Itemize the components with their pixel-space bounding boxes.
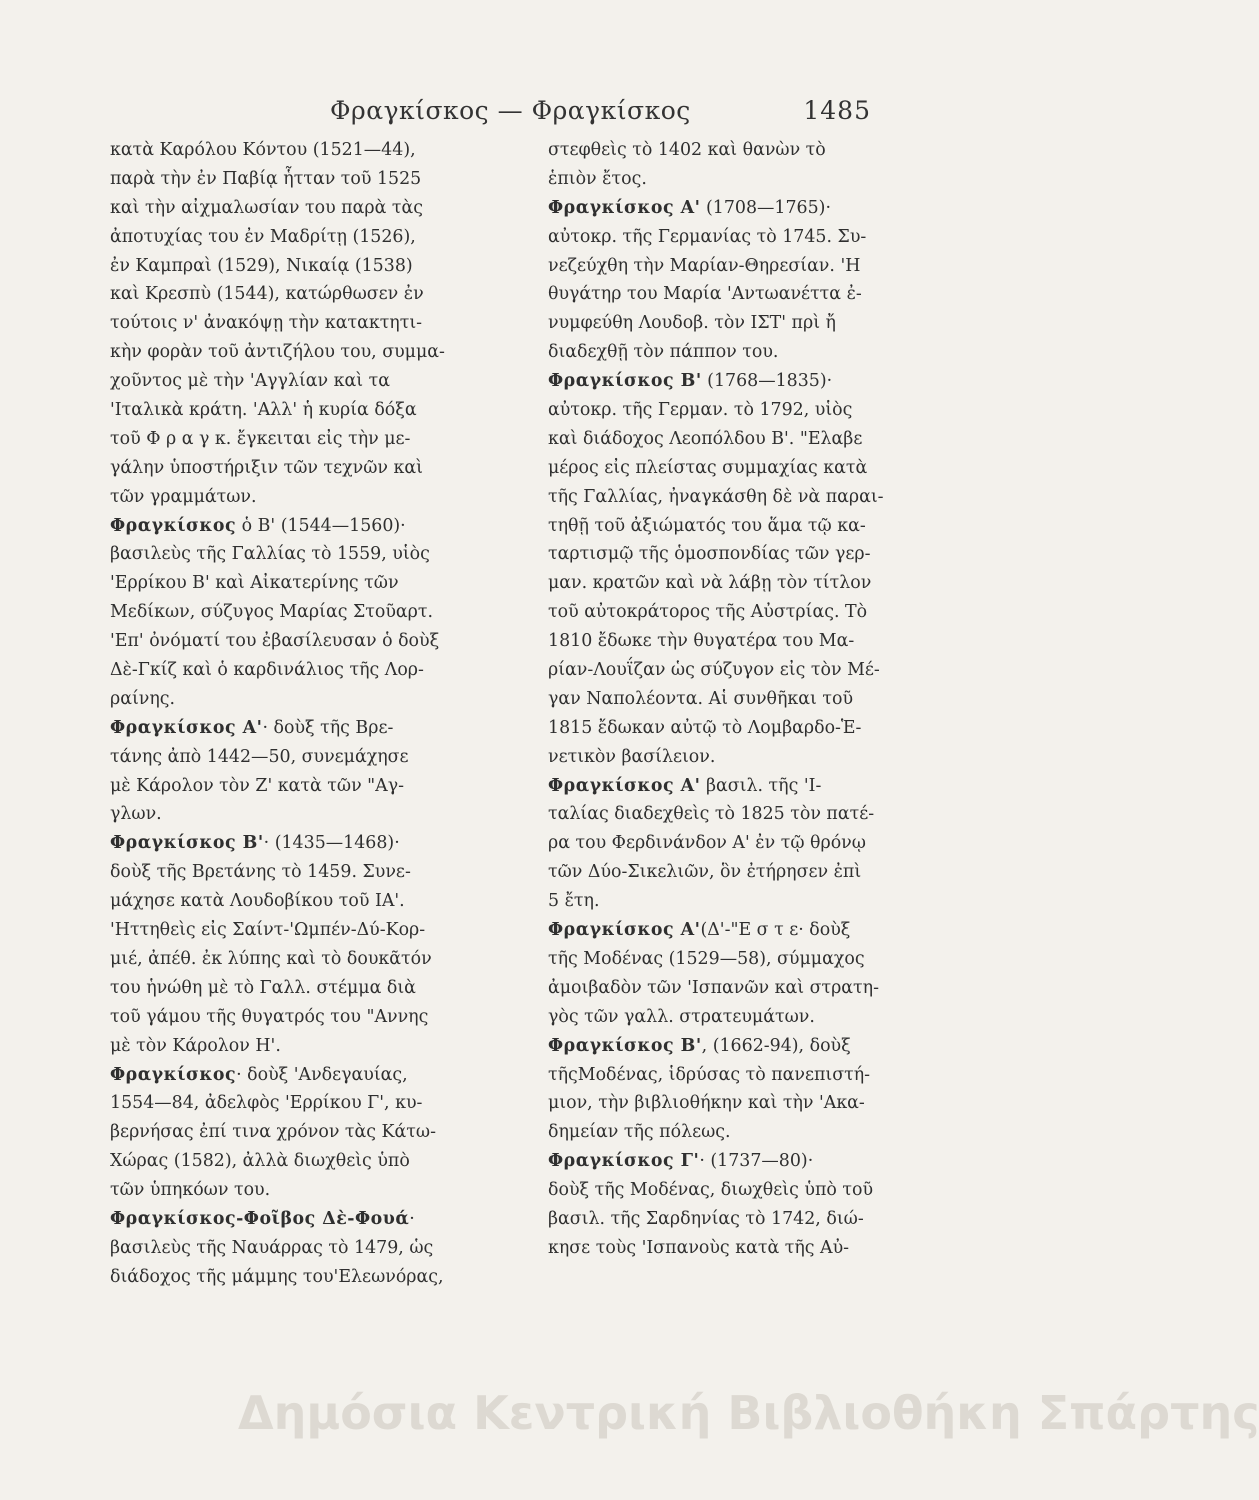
text-line: διαδεχθῇ τὸν πάππον του. [548,342,779,363]
text-line: 5 ἔτη. [548,891,600,912]
text-line: τοῦ γάμου τῆς θυγατρός του "Αννης [110,1006,429,1027]
text-line: ταρτισμῷ τῆς ὁμοσπονδίας τῶν γερ- [548,544,871,565]
text-line: καὶ διάδοχος Λεοπόλδου Β'. "Ελαβε [548,428,863,449]
text-line: ραίνης. [110,688,176,709]
text-line: νυμφεύθη Λουδοβ. τὸν ΙΣΤ' πρὶ ἤ [548,313,836,334]
text-line: μιον, τὴν βιβλιοθήκην καὶ τὴν 'Ακα- [548,1093,865,1114]
text-line: μαν. κρατῶν καὶ νὰ λάβῃ τὸν τίτλον [548,573,872,594]
text-line: χοῦντος μὲ τὴν 'Αγγλίαν καὶ τα [110,371,390,392]
text-line: δημείαν τῆς πόλεως. [548,1122,731,1143]
text-line: τοῦ αὐτοκράτορος τῆς Αὐστρίας. Τὸ [548,602,868,623]
text-line: ρα του Φερδινάνδον Α' ἐν τῷ θρόνῳ [548,833,866,854]
text-line: αὐτοκρ. τῆς Γερμαν. τὸ 1792, υἱὸς [548,400,853,421]
text-line: Χώρας (1582), ἀλλὰ διωχθεὶς ὑπὸ [110,1151,410,1172]
text-line: γλων. [110,804,162,825]
text-line: μὲ τὸν Κάρολον Η'. [110,1035,281,1056]
left-column [110,136,520,1292]
text-line: τοῦ Φ ρ α γ κ. ἔγκειται εἰς τὴν με- [110,428,411,449]
text-line: τούτοις ν' ἀνακόψῃ τὴν κατακτητι- [110,313,423,334]
text-line: μέρος εἰς πλείστας συμμαχίας κατὰ [548,457,868,478]
text-line: μὲ Κάρολον τὸν Ζ' κατὰ τῶν "Αγ- [110,775,405,796]
text-line: αὐτοκρ. τῆς Γερμανίας τὸ 1745. Συ- [548,226,867,247]
text-line: δοὺξ τῆς Μοδένας, διωχθεὶς ὑπὸ τοῦ [548,1180,874,1201]
text-line: στεφθεὶς τὸ 1402 καὶ θανὼν τὸ [548,140,826,160]
text-line: ἀποτυχίας του ἐν Μαδρίτῃ (1526), [110,226,416,247]
text-line: Φραγκίσκος Α' βασιλ. τῆς 'Ι- [548,775,822,796]
text-line: 1815 ἔδωκαν αὐτῷ τὸ Λομβαρδο-Ἑ- [548,717,862,738]
text-line: 1810 ἔδωκε τὴν θυγατέρα του Μα- [548,631,855,652]
text-line: νετικὸν βασίλειον. [548,746,716,767]
text-line: 'Ηττηθεὶς εἰς Σαίντ-'Ωμπέν-Δύ-Κορ- [110,920,426,941]
text-line: Φραγκίσκος Β'· (1435—1468)· [110,833,400,854]
text-line: 1554—84, ἀδελφὸς 'Ερρίκου Γ', κυ- [110,1093,423,1114]
text-line: τῶν γραμμάτων. [110,486,257,507]
text-line: καὶ Κρεσπὺ (1544), κατώρθωσεν ἐν [110,284,424,305]
text-line: ἀμοιβαδὸν τῶν 'Ισπανῶν καὶ στρατη- [548,977,879,998]
text-line: βασιλεὺς τῆς Ναυάρρας τὸ 1479, ὡς [110,1237,434,1258]
text-line: Φραγκίσκος Β' (1768—1835)· [548,371,833,392]
text-line: τηθῇ τοῦ ἀξιώματός του ἅμα τῷ κα- [548,515,866,536]
text-line: κησε τοὺς 'Ισπανοὺς κατὰ τῆς Αὐ- [548,1237,850,1258]
text-line: του ἡνώθη μὲ τὸ Γαλλ. στέμμα διὰ [110,977,416,998]
text-line: διάδοχος τῆς μάμμης του'Ελεωνόρας, [110,1266,444,1287]
library-watermark: Δημόσια Κεντρική Βιβλιοθήκη Σπάρτης [238,1386,1259,1440]
text-line: μάχησε κατὰ Λουδοβίκου τοῦ ΙΑ'. [110,891,405,912]
text-line: βερνήσας ἐπί τινα χρόνον τὰς Κάτω- [110,1122,436,1143]
text-line: 'Ερρίκου Β' καὶ Αἰκατερίνης τῶν [110,573,399,594]
text-line: τάνης ἀπὸ 1442—50, συνεμάχησε [110,746,409,767]
text-line: Φραγκίσκος Α'· δοὺξ τῆς Βρε- [110,717,394,738]
text-line: κὴν φορὰν τοῦ ἀντιζήλου του, συμμα- [110,342,445,363]
text-line: καὶ τὴν αἰχμαλωσίαν του παρὰ τὰς [110,197,423,218]
text-line: γαν Ναπολέοντα. Αἱ συνθῆκαι τοῦ [548,688,854,709]
text-line: Μεδίκων, σύζυγος Μαρίας Στοῦαρτ. [110,602,434,623]
text-line: γάλην ὑποστήριξιν τῶν τεχνῶν καὶ [110,457,423,478]
text-line: γὸς τῶν γαλλ. στρατευμάτων. [548,1006,815,1027]
text-line: τῶν Δύο-Σικελιῶν, ὃν ἐτήρησεν ἐπὶ [548,862,862,883]
text-line: θυγάτηρ του Μαρία 'Αντωανέττα ἐ- [548,284,862,305]
text-line: τῶν ὑπηκόων του. [110,1180,271,1201]
text-line: ἐν Καμπραὶ (1529), Νικαίᾳ (1538) [110,255,413,276]
text-line: ἑπιὸν ἔτος. [548,168,647,189]
text-line: 'Ιταλικὰ κράτη. 'Αλλ' ἡ κυρία δόξα [110,400,417,421]
text-line: 'Επ' ὀνόματί του ἐβασίλευσαν ὁ δοὺξ [110,631,440,652]
text-line: Φραγκίσκος-Φοῖβος Δὲ-Φουά· [110,1208,415,1229]
text-line: δοὺξ τῆς Βρετάνης τὸ 1459. Συνε- [110,862,411,883]
text-line: Φραγκίσκος ὁ Β' (1544—1560)· [110,515,406,536]
text-line: παρὰ τὴν ἐν Παβίᾳ ἧτταν τοῦ 1525 [110,168,422,189]
text-line: τῆςΜοδένας, ἱδρύσας τὸ πανεπιστή- [548,1064,871,1085]
text-line: Φραγκίσκος· δοὺξ 'Ανδεγαυίας, [110,1064,408,1085]
text-line: κατὰ Καρόλου Κόντου (1521—44), [110,140,416,160]
text-line: νεζεύχθη τὴν Μαρίαν-Θηρεσίαν. 'Η [548,255,861,276]
text-line: Φραγκίσκος Β', (1662-94), δοὺξ [548,1035,851,1056]
text-line: Φραγκίσκος Α' (1708—1765)· [548,197,831,218]
right-column [548,136,948,1263]
text-line: τῆς Γαλλίας, ἠναγκάσθη δὲ νὰ παραι- [548,486,884,507]
text-line: ρίαν-Λουΐζαν ὡς σύζυγον εἰς τὸν Μέ- [548,660,880,681]
running-head: Φραγκίσκος — Φραγκίσκος [330,96,691,125]
text-line: βασιλεὺς τῆς Γαλλίας τὸ 1559, υἱὸς [110,544,430,565]
text-line: τῆς Μοδένας (1529—58), σύμμαχος [548,948,865,969]
text-line: Φραγκίσκος Γ'· (1737—80)· [548,1151,814,1172]
text-line: Δὲ-Γκίζ καὶ ὁ καρδινάλιος τῆς Λορ- [110,660,424,681]
text-line: βασιλ. τῆς Σαρδηνίας τὸ 1742, διώ- [548,1208,864,1229]
text-line: ταλίας διαδεχθεὶς τὸ 1825 τὸν πατέ- [548,804,875,825]
text-line: μιέ, ἀπέθ. ἐκ λύπης καὶ τὸ δουκᾶτόν [110,948,432,969]
text-line: Φραγκίσκος Α'(Δ'-"Ε σ τ ε· δοὺξ [548,920,851,941]
page-number: 1485 [803,96,871,125]
